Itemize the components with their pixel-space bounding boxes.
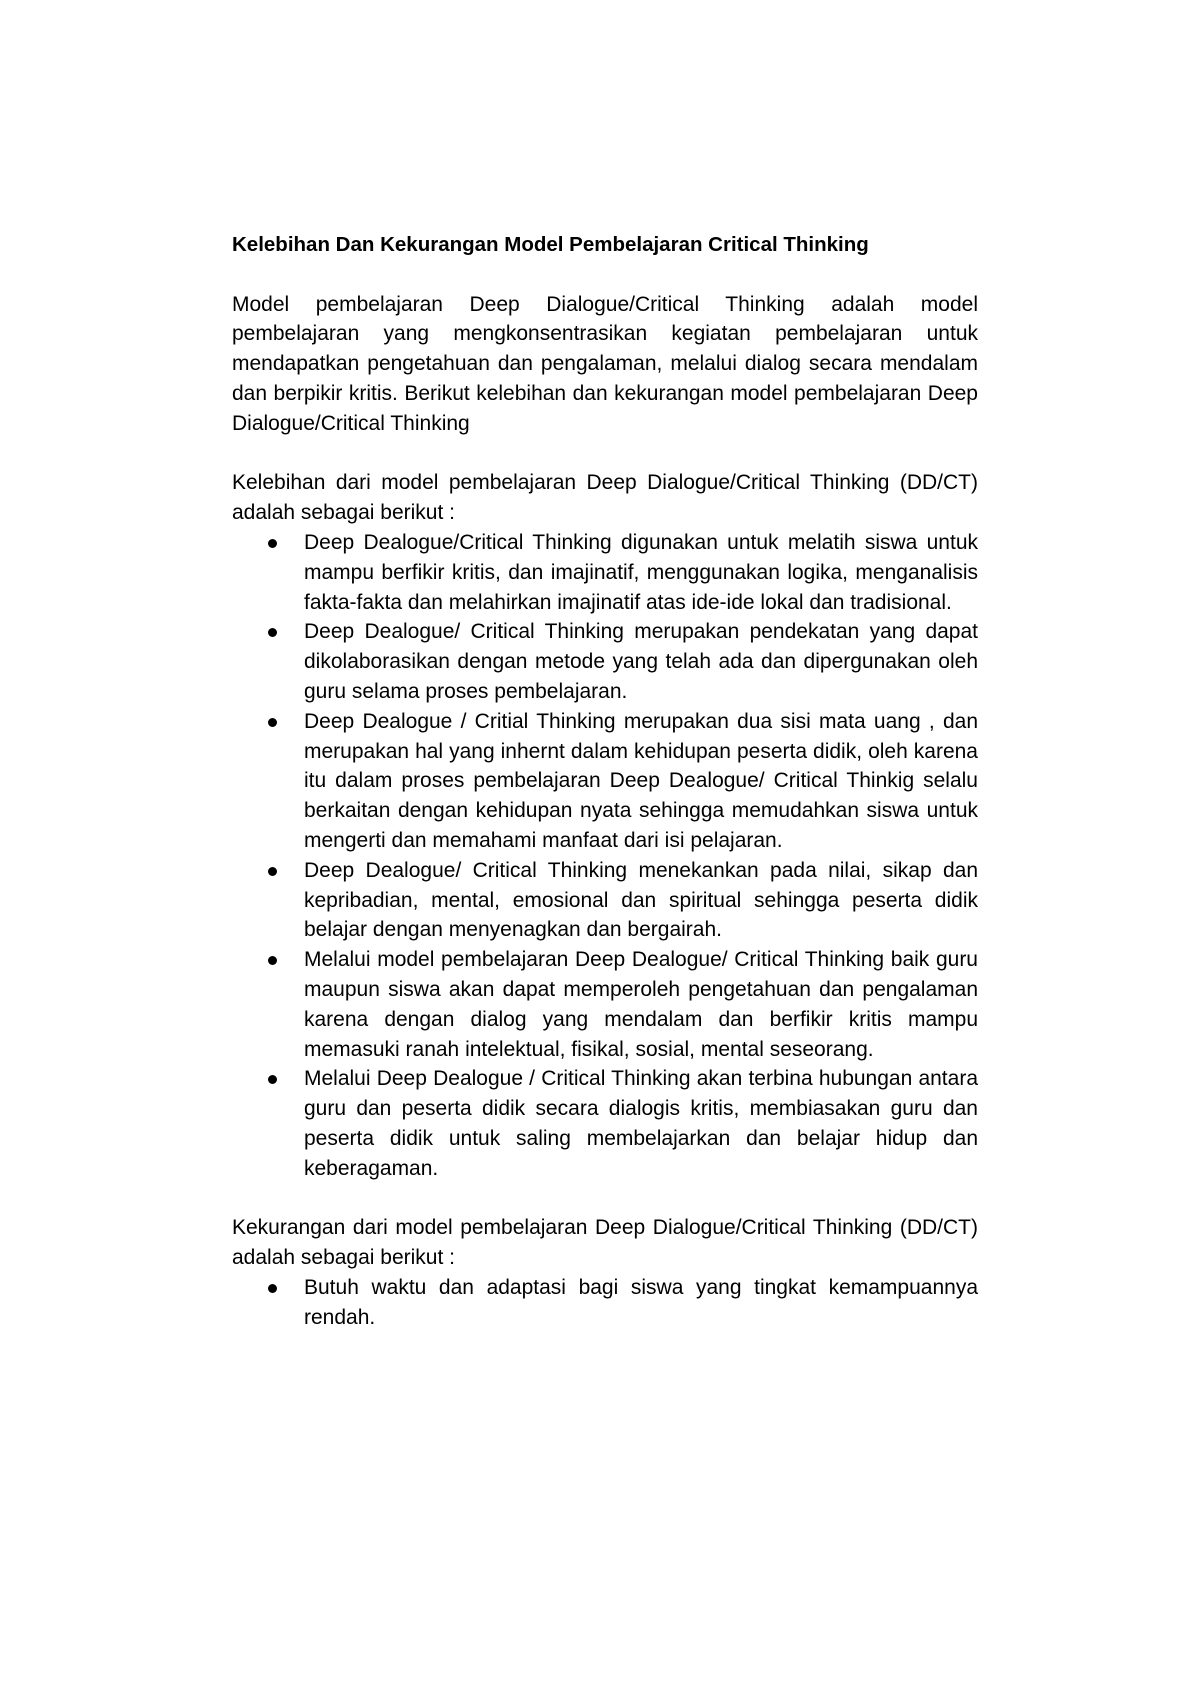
list-item-text: Deep Dealogue / Critial Thinking merupakan dua sisi mata uang , dan merupakan hal yang inhernt dalam kehidupan peserta didik, oleh karena itu dalam proses pembelajaran Deep Dealogue/ Critical Thinkig selalu berkaitan dengan kehidupan nyata sehingga memudahkan siswa untuk mengerti dan memahami manfaat dari isi pelajaran. xyxy=(304,709,978,852)
list-item xyxy=(232,617,978,706)
bullet-icon xyxy=(268,718,277,727)
bullet-icon xyxy=(268,539,277,548)
list-item-text: Deep Dealogue/Critical Thinking digunakan untuk melatih siswa untuk mampu berfikir kritis, dan imajinatif, menggunakan logika, menganalisis fakta-fakta dan melahirkan imajinatif atas ide-ide lokal dan tradisional. xyxy=(304,530,978,614)
document-body xyxy=(232,230,978,1332)
intro-paragraph: Model pembelajaran Deep Dialogue/Critical Thinking adalah model pembelajaran yang mengkonsentrasikan kegiatan pembelajaran untuk mendapatkan pengetahuan dan pengalaman, melalui dialog secara mendalam dan berpikir kritis. Berikut kelebihan dan kekurangan model pembelajaran Deep Dialogue/Critical Thinking xyxy=(232,292,978,435)
advantages-list xyxy=(232,528,978,1184)
list-item-text: Melalui Deep Dealogue / Critical Thinking akan terbina hubungan antara guru dan peserta didik secara dialogis kritis, membiasakan guru dan peserta didik untuk saling membelajarkan dan belajar hidup dan keberagaman. xyxy=(304,1067,978,1180)
list-item-text: Deep Dealogue/ Critical Thinking merupakan pendekatan yang dapat dikolaborasikan dengan metode yang telah ada dan dipergunakan oleh guru selama proses pembelajaran. xyxy=(304,620,978,703)
list-item-text: Deep Dealogue/ Critical Thinking menekankan pada nilai, sikap dan kepribadian, mental, emosional dan spiritual sehingga peserta didik belajar dengan menyenagkan dan bergairah. xyxy=(304,858,978,942)
spacer xyxy=(232,260,978,290)
list-item xyxy=(232,1273,978,1333)
list-item xyxy=(232,856,978,945)
disadvantages-heading: Kekurangan dari model pembelajaran Deep Dialogue/Critical Thinking (DD/CT) adalah sebagai berikut : xyxy=(232,1216,978,1270)
bullet-icon xyxy=(268,1284,277,1293)
disadvantages-list xyxy=(232,1273,978,1333)
advantages-heading: Kelebihan dari model pembelajaran Deep Dialogue/Critical Thinking (DD/CT) adalah sebagai berikut : xyxy=(232,471,978,525)
bullet-icon xyxy=(268,956,277,965)
list-item xyxy=(232,945,978,1064)
document-title: Kelebihan Dan Kekurangan Model Pembelajaran Critical Thinking xyxy=(232,233,869,256)
list-item xyxy=(232,528,978,617)
list-item-text: Melalui model pembelajaran Deep Dealogue/ Critical Thinking baik guru maupun siswa akan dapat memperoleh pengetahuan dan pengalaman karena dengan dialog yang mendalam dan berfikir kritis mampu memasuki ranah intelektual, fisikal, sosial, mental seseorang. xyxy=(304,948,978,1061)
bullet-icon xyxy=(268,867,277,876)
bullet-icon xyxy=(268,1075,277,1084)
bullet-icon xyxy=(268,628,277,637)
list-item xyxy=(232,707,978,856)
spacer xyxy=(232,1184,978,1214)
list-item xyxy=(232,1064,978,1183)
list-item-text: Butuh waktu dan adaptasi bagi siswa yang tingkat kemampuannya rendah. xyxy=(304,1275,978,1329)
spacer xyxy=(232,439,978,469)
